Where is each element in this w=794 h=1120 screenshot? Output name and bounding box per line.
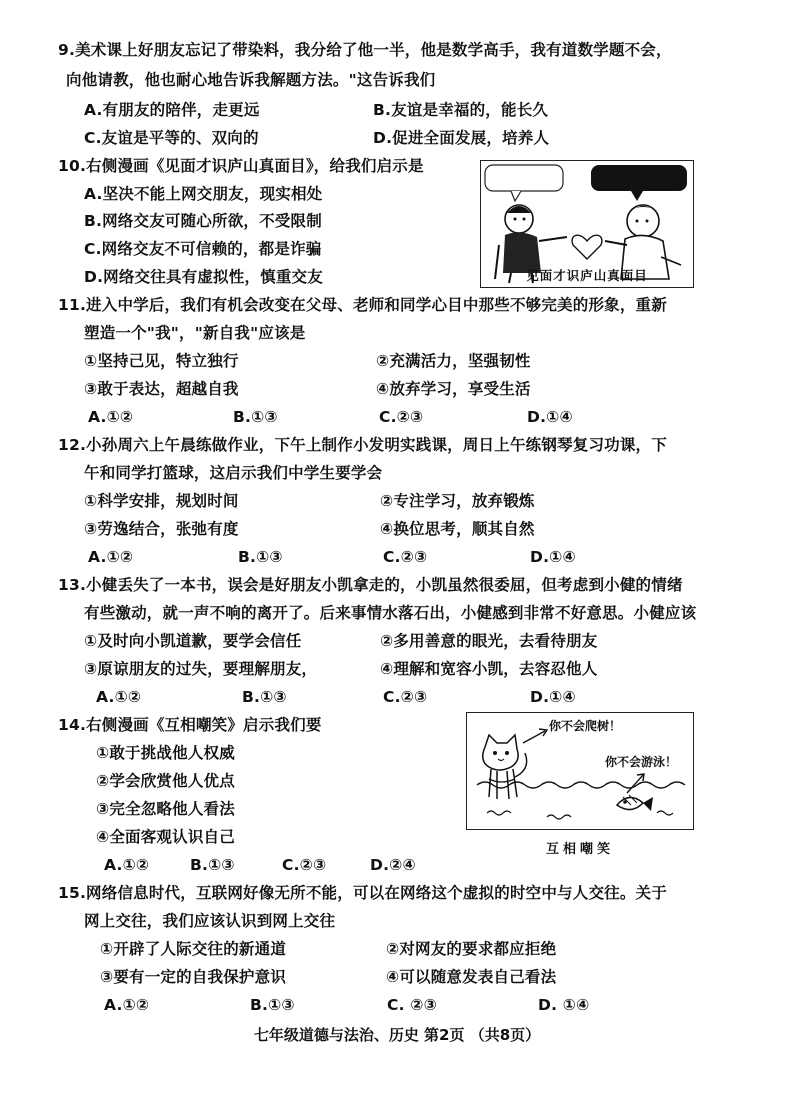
q13-option-b: B.①③	[242, 688, 287, 706]
q11-option-d: D.①④	[527, 408, 573, 426]
q11-statement-4: ④放弃学习，享受生活	[376, 380, 531, 398]
q13-stem-line1: 13.小健丢失了一本书，误会是好朋友小凯拿走的，小凯虽然很委屈，但考虑到小健的情绪	[58, 576, 683, 594]
q15-statement-3: ③要有一定的自我保护意识	[100, 968, 287, 986]
q15-statement-4: ④可以随意发表自己看法	[386, 968, 557, 986]
q13-statement-3: ③原谅朋友的过失，要理解朋友，	[84, 660, 318, 678]
q10-option-b: B.网络交友可随心所欲，不受限制	[84, 212, 322, 230]
q15-statement-2: ②对网友的要求都应拒绝	[386, 940, 557, 958]
q13-statement-1: ①及时向小凯道歉，要学会信任	[84, 632, 302, 650]
q11-option-c: C.②③	[379, 408, 424, 426]
q15-option-c: C. ②③	[387, 996, 437, 1014]
q12-stem-line2: 午和同学打篮球，这启示我们中学生要学会	[84, 464, 383, 482]
cat-speech-text: 你不会爬树！	[549, 719, 622, 733]
q9-option-d: D.促进全面发展，培养人	[373, 129, 550, 147]
q10-option-d: D.网络交往具有虚拟性，慎重交友	[84, 268, 323, 286]
q11-option-b: B.①③	[233, 408, 278, 426]
q12-option-a: A.①②	[88, 548, 134, 566]
q14-statement-4: ④全面客观认识自己	[96, 828, 235, 846]
q13-option-d: D.①④	[530, 688, 576, 706]
q10-option-a: A.坚决不能上网交朋友，现实相处	[84, 185, 323, 203]
q9-stem-line1: 9.美术课上好朋友忘记了带染料，我分给了他一半，他是数学高手，我有道数学题不会，	[58, 41, 672, 59]
q13-statement-4: ④理解和宽容小凯，去容忍他人	[380, 660, 598, 678]
q11-statement-2: ②充满活力，坚强韧性	[376, 352, 531, 370]
q15-stem-line2: 网上交往，我们应该认识到网上交往	[84, 912, 336, 930]
q15-statement-1: ①开辟了人际交往的新通道	[100, 940, 287, 958]
q12-option-c: C.②③	[383, 548, 428, 566]
q14-cartoon-caption: 互相嘲笑	[545, 842, 614, 857]
q15-option-d: D. ①④	[538, 996, 590, 1014]
q12-option-d: D.①④	[530, 548, 576, 566]
q13-statement-2: ②多用善意的眼光，去看待朋友	[380, 632, 598, 650]
q14-option-a: A.①②	[104, 856, 150, 874]
q15-stem-line1: 15.网络信息时代，互联网好像无所不能，可以在网络这个虚拟的时空中与人交往。关于	[58, 884, 667, 902]
q14-statement-1: ①敢于挑战他人权威	[96, 744, 235, 762]
q9-option-b: B.友谊是幸福的，能长久	[373, 101, 549, 119]
q12-statement-1: ①科学安排，规划时间	[84, 492, 239, 510]
fish-speech-text: 你不会游泳！	[605, 755, 678, 769]
q13-stem-line2: 有些激动，就一声不响的离开了。后来事情水落石出，小健感到非常不好意思。小健应该	[84, 604, 697, 622]
q14-option-b: B.①③	[190, 856, 235, 874]
q14-stem: 14.右侧漫画《互相嘲笑》启示我们要	[58, 716, 322, 734]
q11-statement-1: ①坚持己见，特立独行	[84, 352, 239, 370]
q10-stem: 10.右侧漫画《见面才识庐山真面目》，给我们启示是	[58, 157, 424, 175]
q12-statement-3: ③劳逸结合，张弛有度	[84, 520, 239, 538]
q12-statement-4: ④换位思考，顺其自然	[380, 520, 535, 538]
q11-stem-line2: 塑造一个"我"，"新自我"应该是	[84, 324, 306, 342]
page-footer: 七年级道德与法治、历史 第2页 （共8页）	[253, 1026, 541, 1044]
q10-cartoon-caption: 见面才识庐山真面目	[526, 268, 648, 283]
q14-option-c: C.②③	[282, 856, 327, 874]
q14-statement-3: ③完全忽略他人看法	[96, 800, 235, 818]
q11-stem-line1: 11.进入中学后，我们有机会改变在父母、老师和同学心目中那些不够完美的形象，重新	[58, 296, 667, 314]
q10-option-c: C.网络交友不可信赖的，都是诈骗	[84, 240, 322, 258]
q12-option-b: B.①③	[238, 548, 283, 566]
q15-option-b: B.①③	[250, 996, 295, 1014]
q11-option-a: A.①②	[88, 408, 134, 426]
q14-cartoon	[466, 712, 694, 830]
q9-option-a: A.有朋友的陪伴，走更远	[84, 101, 260, 119]
q13-option-c: C.②③	[383, 688, 428, 706]
q11-statement-3: ③敢于表达，超越自我	[84, 380, 239, 398]
q13-option-a: A.①②	[96, 688, 142, 706]
q12-statement-2: ②专注学习，放弃锻炼	[380, 492, 535, 510]
q14-statement-2: ②学会欣赏他人优点	[96, 772, 235, 790]
q12-stem-line1: 12.小孙周六上午晨练做作业，下午上制作小发明实践课，周日上午练钢琴复习功课，下	[58, 436, 667, 454]
q15-option-a: A.①②	[104, 996, 150, 1014]
q9-stem-line2: 向他请教，他也耐心地告诉我解题方法。"这告诉我们	[66, 71, 436, 89]
q9-option-c: C.友谊是平等的、双向的	[84, 129, 259, 147]
q14-option-d: D.②④	[370, 856, 416, 874]
